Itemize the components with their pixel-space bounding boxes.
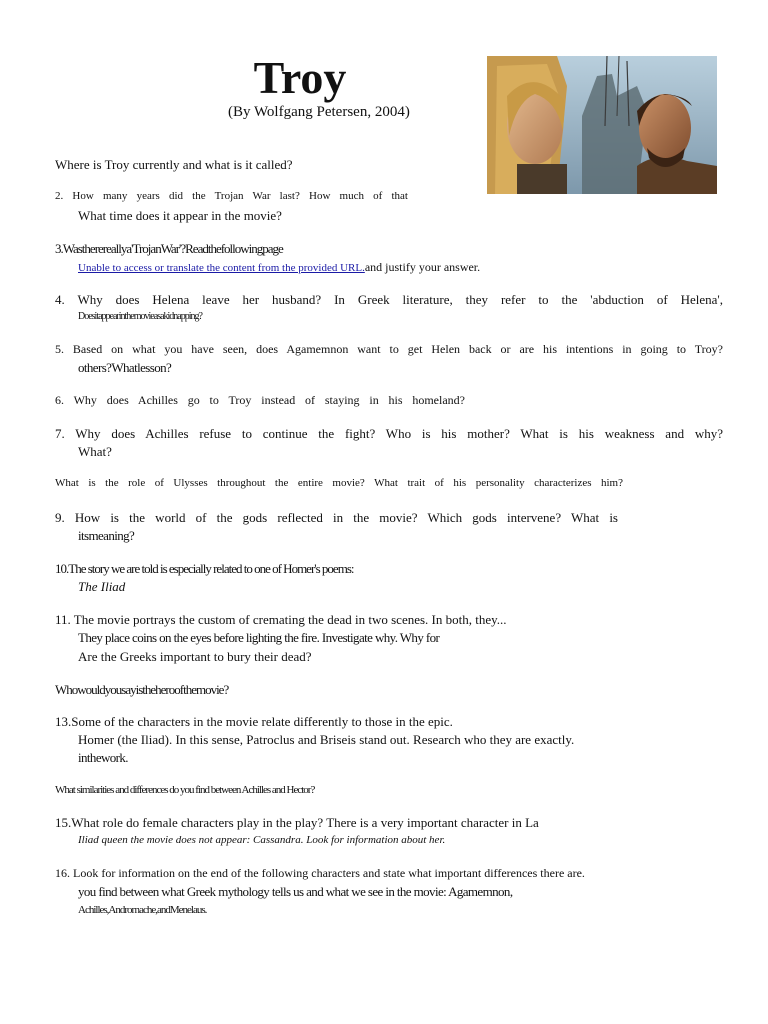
external-link[interactable]: Unable to access or translate the content from the provided URL. [78,262,365,274]
question-11-line-2: They place coins on the eyes before lighting the fire. Investigate why. Why for [78,630,440,645]
question-16-line-3: Achilles,Andromache,andMenelaus. [78,904,207,916]
question-14: What similarities and differences do you find between Achilles and Hector? [55,784,315,796]
question-4-line-1: 4. Why does Helena leave her husband? In Greek literature, they refer to the 'abduction of Helena', [55,292,723,307]
question-10-line-2: The Iliad [78,579,126,594]
movie-poster-image [487,56,717,194]
movie-poster-illustration [487,56,717,194]
question-2-line-1: 2. How many years did the Trojan War last? How much of that [55,190,408,202]
question-15-line-2: Iliad queen the movie does not appear: Cassandra. Look for information about her. [78,834,446,846]
question-12: Whowouldyousayistheheroofthemovie? [55,682,229,697]
question-7-line-2: What? [78,444,112,459]
question-5-line-2: others?Whatlesson? [78,360,172,375]
question-8: What is the role of Ulysses throughout the entire movie? What trait of his personality characterizes him? [55,477,623,489]
question-4-line-2: Doesitappearinthemovieasakidnapping? [78,311,202,322]
page-title: Troy [253,52,347,103]
question-2-line-2: What time does it appear in the movie? [78,208,282,223]
question-5-line-1: 5. Based on what you have seen, does Agamemnon want to get Helen back or are his intentions in going to Troy? [55,342,723,356]
question-15-line-1: 15.What role do female characters play in the play? There is a very important character in La [55,815,539,830]
page-subtitle: (By Wolfgang Petersen, 2004) [228,104,410,120]
question-13-line-3: inthework. [78,750,128,765]
question-3-line-1: 3.Wastherereallya'TrojanWar'?Readthefollowingpage [55,241,283,256]
question-11-line-1: 11. The movie portrays the custom of cremating the dead in two scenes. In both, they... [55,612,507,627]
question-13-line-2: Homer (the Iliad). In this sense, Patroclus and Briseis stand out. Research who they are exactly. [78,732,575,747]
question-1: Where is Troy currently and what is it called? [55,157,293,172]
question-3-line-2 [78,258,480,277]
question-3-line-2-rest: and justify your answer. [364,260,481,274]
question-6: 6. Why does Achilles go to Troy instead of staying in his homeland? [55,393,465,407]
question-9-line-1: 9. How is the world of the gods reflected in the movie? Which gods intervene? What is [55,510,618,525]
question-13-line-1: 13.Some of the characters in the movie relate differently to those in the epic. [55,714,453,729]
question-9-line-2: itsmeaning? [78,528,135,543]
question-7-line-1: 7. Why does Achilles refuse to continue the fight? Who is his mother? What is his weakness and why? [55,426,723,441]
question-10-line-1: 10.The story we are told is especially related to one of Homer's poems: [55,561,354,576]
question-16-line-1: 16. Look for information on the end of the following characters and state what important differences there are. [55,866,585,880]
question-11-line-3: Are the Greeks important to bury their dead? [78,649,312,664]
question-16-line-2: you find between what Greek mythology tells us and what we see in the movie: Agamemnon, [78,884,513,899]
